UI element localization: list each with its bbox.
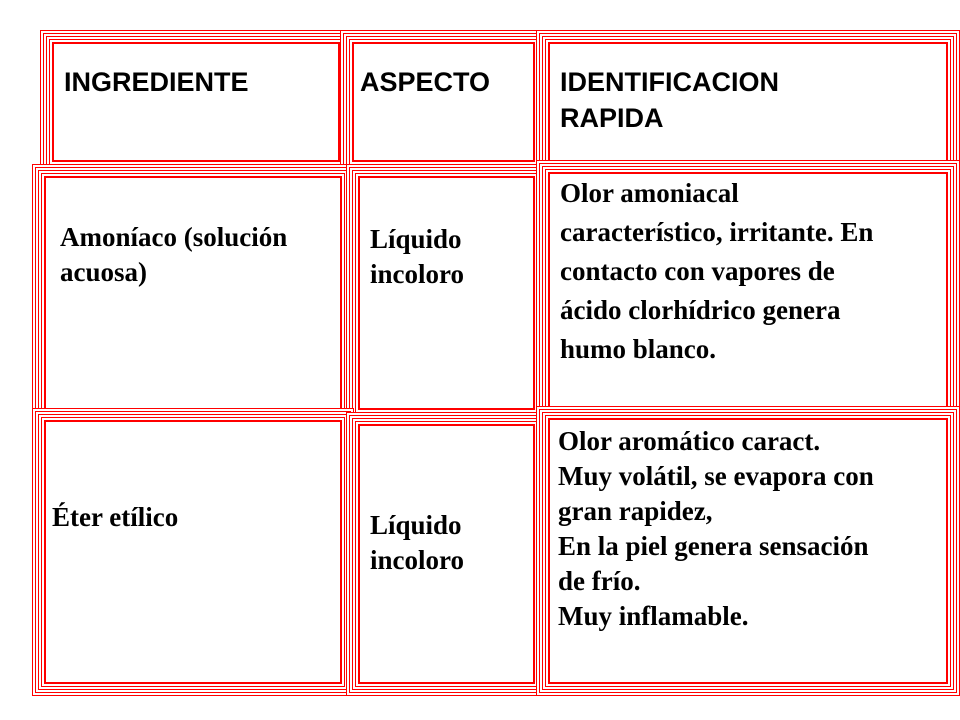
row2-identification-line1: Olor aromático caract. (558, 426, 821, 456)
row2-identification-line3: gran rapidez, (558, 496, 713, 526)
header-aspect: ASPECTO (360, 67, 491, 97)
row2-cell-identification (548, 418, 948, 684)
row1-identification-line5: humo blanco. (560, 334, 717, 364)
row1-cell-identification (548, 172, 948, 412)
row2-identification-line2: Muy volátil, se evapora con (558, 461, 874, 491)
header-identification-line1: IDENTIFICACION (560, 67, 779, 97)
header-cell-identification (548, 42, 948, 162)
row1-aspect-line2: incoloro (370, 259, 464, 289)
header-identification-line2: RAPIDA (560, 103, 664, 133)
header-ingredient: INGREDIENTE (64, 67, 249, 97)
row2-cell-aspect (358, 424, 535, 684)
row2-identification-line5: de frío. (558, 566, 641, 596)
row2-identification-line6: Muy inflamable. (558, 601, 749, 631)
row1-identification-line4: ácido clorhídrico genera (560, 295, 841, 325)
row1-identification-line2: característico, irritante. En (560, 217, 874, 247)
row1-aspect-line1: Líquido (370, 224, 462, 254)
row1-ingredient-line2: acuosa) (60, 257, 147, 287)
row2-aspect-line2: incoloro (370, 545, 464, 575)
row1-cell-aspect (358, 176, 535, 410)
header-cell-aspect (352, 42, 535, 162)
row1-cell-ingredient (44, 176, 342, 410)
row1-identification-line3: contacto con vapores de (560, 256, 835, 286)
row2-aspect-line1: Líquido (370, 510, 462, 540)
row1-ingredient-line1: Amoníaco (solución (60, 222, 288, 252)
row1-identification-line1: Olor amoniacal (560, 178, 739, 208)
row2-ingredient-line1: Éter etílico (52, 502, 179, 532)
header-cell-ingredient (52, 42, 340, 162)
row2-identification-line4: En la piel genera sensación (558, 531, 869, 561)
row2-cell-ingredient (44, 420, 342, 684)
